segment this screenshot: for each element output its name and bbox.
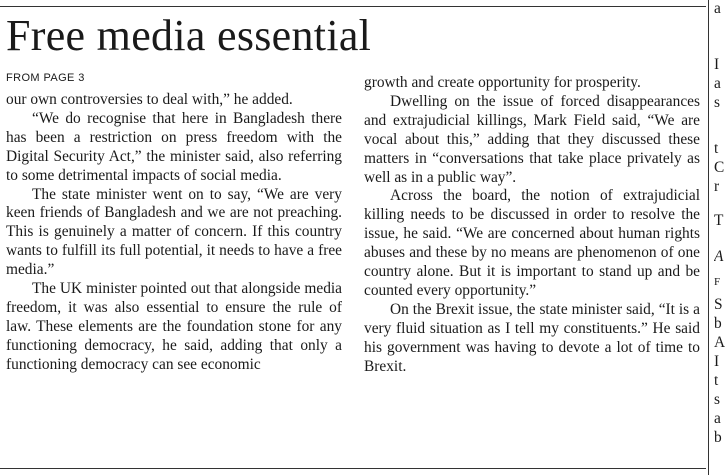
article-column-right [364, 74, 700, 377]
top-rule [0, 6, 706, 7]
paragraph: On the Brexit issue, the state minister said, “It is a very fluid situation as I tell my constituents.” He said his government was having to devote a lot of time to Brexit. [364, 300, 700, 375]
fragment-glyph: A [714, 248, 724, 265]
fragment-glyph: A [714, 334, 725, 351]
fragment-glyph: T [714, 212, 724, 229]
paragraph: Across the board, the notion of extrajudicial killing needs to be discussed in order to resolve the issue, he said. “We are concerned about human rights abuses and these by no means are phenomenon of one country alone. But it is important to stand up and be counted every opportunity.” [364, 187, 700, 299]
adjacent-article-fragment [714, 0, 725, 475]
bottom-rule [0, 468, 706, 469]
fragment-glyph: F [714, 276, 721, 288]
fragment-glyph: a [714, 410, 721, 427]
paragraph: The UK minister pointed out that alongside media freedom, it was also essential to ensure the rule of law. These elements are the foundation stone for any functioning democracy, he said, adding that only a functioning democracy can see economic [6, 280, 342, 373]
fragment-glyph: r [714, 178, 720, 195]
fragment-glyph: S [714, 296, 723, 313]
fragment-glyph: a [714, 0, 721, 17]
column-divider [708, 0, 709, 475]
fragment-glyph: s [714, 391, 720, 408]
fragment-glyph: a [714, 75, 721, 92]
fragment-glyph: I [714, 56, 720, 73]
fragment-glyph: t [714, 140, 719, 157]
fragment-glyph: C [714, 159, 725, 176]
fragment-glyph: I [714, 353, 720, 370]
fragment-glyph: b [714, 429, 722, 446]
article-column-left [6, 91, 342, 375]
fragment-glyph: b [714, 315, 722, 332]
headline: Free media essential [6, 11, 372, 60]
paragraph: “We do recognise that here in Bangladesh there has been a restriction on press freedom with the Digital Security Act,” the minister said, also referring to some detrimental impacts of social media. [6, 109, 342, 184]
paragraph: The state minister went on to say, “We are very keen friends of Bangladesh and we are not preaching. This is genuinely a matter of concern. If this country wants to fulfill its full potential, it needs to have a free media.” [6, 185, 342, 279]
paragraph: Dwelling on the issue of forced disappearances and extrajudicial killings, Mark Field said, “We are vocal about this,” adding that they discussed these matters in “conversations that take place privately as well as in a public way”. [364, 92, 700, 186]
paragraph: our own controversies to deal with,” he added. [6, 91, 293, 108]
fragment-glyph: s [714, 94, 720, 111]
paragraph: growth and create opportunity for prosperity. [364, 74, 641, 91]
jump-label: FROM PAGE 3 [6, 72, 85, 84]
fragment-glyph: t [714, 372, 719, 389]
